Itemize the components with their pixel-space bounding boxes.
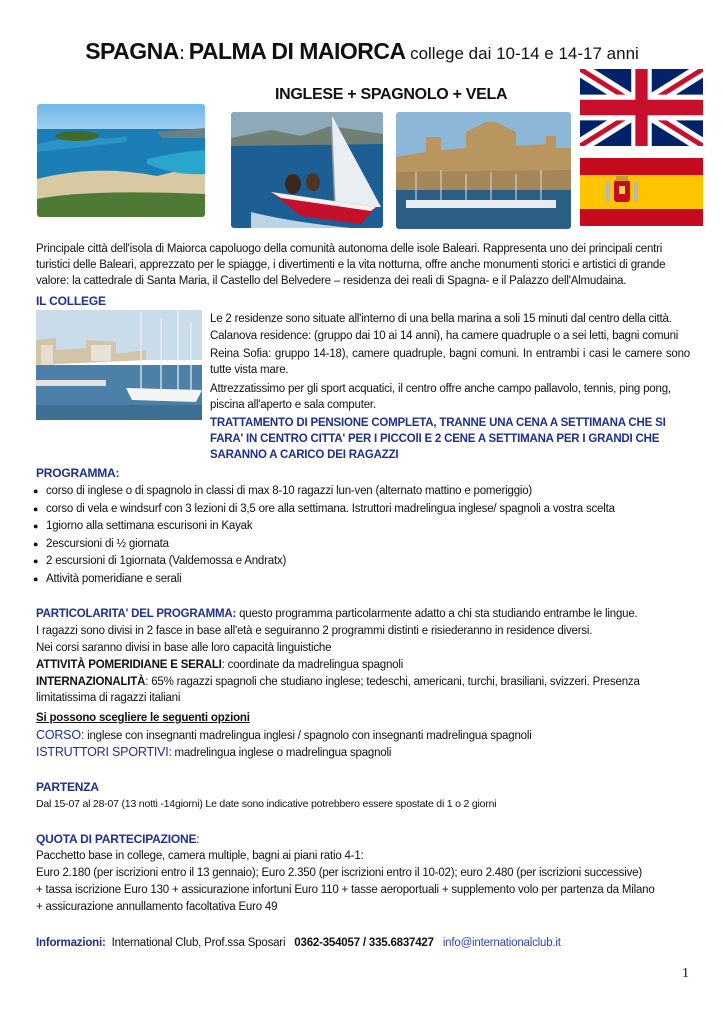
programma-list xyxy=(33,483,703,588)
page-subtitle: INGLESE + SPAGNOLO + VELA xyxy=(275,86,508,103)
particolarita-label: PARTICOLARITA' DEL PROGRAMMA: xyxy=(36,608,237,620)
istruttori-text: : madrelingua inglese o madrelingua spagnoli xyxy=(168,747,392,759)
beach-photo xyxy=(37,104,205,217)
marina-photo xyxy=(36,310,202,420)
quota-colon: : xyxy=(196,834,200,846)
info-phone: 0362-354057 / 335.6837427 xyxy=(294,937,434,949)
uk-flag xyxy=(580,69,703,146)
title-age-info: college dai 10-14 e 14-17 anni xyxy=(410,44,639,63)
quota-heading-line xyxy=(36,831,199,848)
corso-text: inglese con insegnanti madrelingua inglesi / spagnolo con insegnanti madrelingua spagnoli xyxy=(84,730,532,742)
internazionalita-text: : 65% ragazzi spagnoli che studiano inglese; tedeschi, americani, turchi, brasiliani, svizzeri. Presenza limitatissima di ragazzi italiani xyxy=(36,676,640,704)
intro-paragraph: Principale città dell'isola di Maiorca capoluogo della comunità autonoma delle isole Baleari. Rappresenta uno dei principali centri turistici delle Baleari, apprezzato per le spiagge, i divertimenti e la vita notturna, offre anche monumenti storici e artistici di grande valore: la cattedrale di Santa Maria, il Castello del Belvedere – residenza dei reali di Spagna- e il Palazzo dell'Almudaina. xyxy=(36,243,666,287)
info-line xyxy=(36,935,706,951)
title-country: SPAGNA xyxy=(85,38,179,64)
particolarita-line xyxy=(36,606,706,622)
college-reina-sofia: Reina Sofia: gruppo 14-18), camere quadruple, bagni comuni. In entrambi i casi le camere sono tutte vista mare. xyxy=(210,348,690,376)
corso-label: CORSO: xyxy=(36,728,85,742)
internazionalita-line xyxy=(36,674,686,706)
college-heading: IL COLLEGE xyxy=(36,294,106,308)
title-colon: : xyxy=(178,42,185,64)
corso-line xyxy=(36,727,706,744)
quota-prices: Euro 2.180 (per iscrizioni entro il 13 gennaio); Euro 2.350 (per iscrizioni entro il 10-02); euro 2.480 (per iscrizioni successive) xyxy=(36,867,642,879)
list-item: ● Attività pomeridiane e serali xyxy=(33,571,703,589)
attivita-line xyxy=(36,657,706,673)
title-city: PALMA DI MAIORCA xyxy=(188,38,406,64)
college-facilities: Attrezzatissimo per gli sport acquatici, il centro offre anche campo pallavolo, tennis, ping pong, piscina all'aperto e sala computer. xyxy=(210,383,671,411)
college-board-notice: TRATTAMENTO DI PENSIONE COMPLETA, TRANNE UNA CENA A SETTIMANA CHE SI FARA' IN CENTRO CITTA' PER I PICCOlI E 2 CENE A SETTIMANA PER I GRANDI CHE SARANNO A CARICO DEI RAGAZZI xyxy=(210,417,666,461)
list-item: ● 2escursioni di ½ giornata xyxy=(33,536,703,554)
particolarita-levels: Nei corsi saranno divisi in base alle loro capacità linguistiche xyxy=(36,642,332,654)
info-email-link[interactable]: info@internationalclub.it xyxy=(442,937,561,949)
quota-insurance: + assicurazione annullamento facoltativa Euro 49 xyxy=(36,901,278,913)
college-calanova: Calanova residence: (gruppo dai 10 ai 14 anni), ha camere quadruple o a sei letti, bagni comuni xyxy=(210,330,679,342)
particolarita-text: questo programma particolarmente adatto a chi sta studiando entrambe le lingue. xyxy=(236,608,638,620)
info-club: International Club, Prof.ssa Sposari xyxy=(111,937,286,949)
list-item: ● 1giorno alla settimana escurisoni in Kayak xyxy=(33,518,703,536)
istruttori-label: ISTRUTTORI SPORTIVI xyxy=(36,745,169,759)
quota-extras: + tassa iscrizione Euro 130 + assicurazione infortuni Euro 110 + tasse aeroportuali + supplemento volo per partenza da Milano xyxy=(36,884,655,896)
palma-harbour-photo xyxy=(396,112,571,229)
istruttori-line xyxy=(36,744,706,761)
college-residences: Le 2 residenze sono situate all'interno di una bella marina a soli 15 minuti dal centro della città. xyxy=(210,313,672,325)
list-item: ● corso di vela e windsurf con 3 lezioni di 3,5 ore alla settimana. Istruttori madrelingua inglese/ spagnoli a vostra scelta xyxy=(33,501,703,519)
page-title xyxy=(0,38,724,65)
quota-package: Pacchetto base in college, camera multiple, bagni ai piani ratio 4-1: xyxy=(36,850,364,862)
list-item: ● corso di inglese o di spagnolo in classi di max 8-10 ragazzi lun-ven (alternato mattino e pomeriggio) xyxy=(33,483,703,501)
partenza-heading: PARTENZA xyxy=(36,780,99,794)
sailing-photo xyxy=(231,112,383,228)
attivita-text: : coordinate da madrelingua spagnoli xyxy=(221,659,404,671)
info-label: Informazioni: xyxy=(36,937,106,949)
internazionalita-label: INTERNAZIONALITÀ xyxy=(36,676,146,688)
list-item: ● 2 escursioni di 1giornata (Valdemossa e Andratx) xyxy=(33,553,703,571)
options-heading: Si possono scegliere le seguenti opzioni xyxy=(36,712,250,724)
attivita-label: ATTIVITÀ POMERIDIANE E SERALI xyxy=(36,659,222,671)
quota-heading: QUOTA DI PARTECIPAZIONE xyxy=(36,832,197,846)
programma-heading: PROGRAMMA: xyxy=(36,466,120,480)
spain-flag xyxy=(580,158,703,226)
page-number: 1 xyxy=(682,966,689,981)
partenza-text: Dal 15-07 al 28-07 (13 notti -14giorni) Le date sono indicative potrebbero essere spostate di 1 o 2 giorni xyxy=(36,798,497,810)
particolarita-groups: I ragazzi sono divisi in 2 fasce in base all'età e seguiranno 2 programmi distinti e risiederanno in residence diversi. xyxy=(36,625,593,637)
